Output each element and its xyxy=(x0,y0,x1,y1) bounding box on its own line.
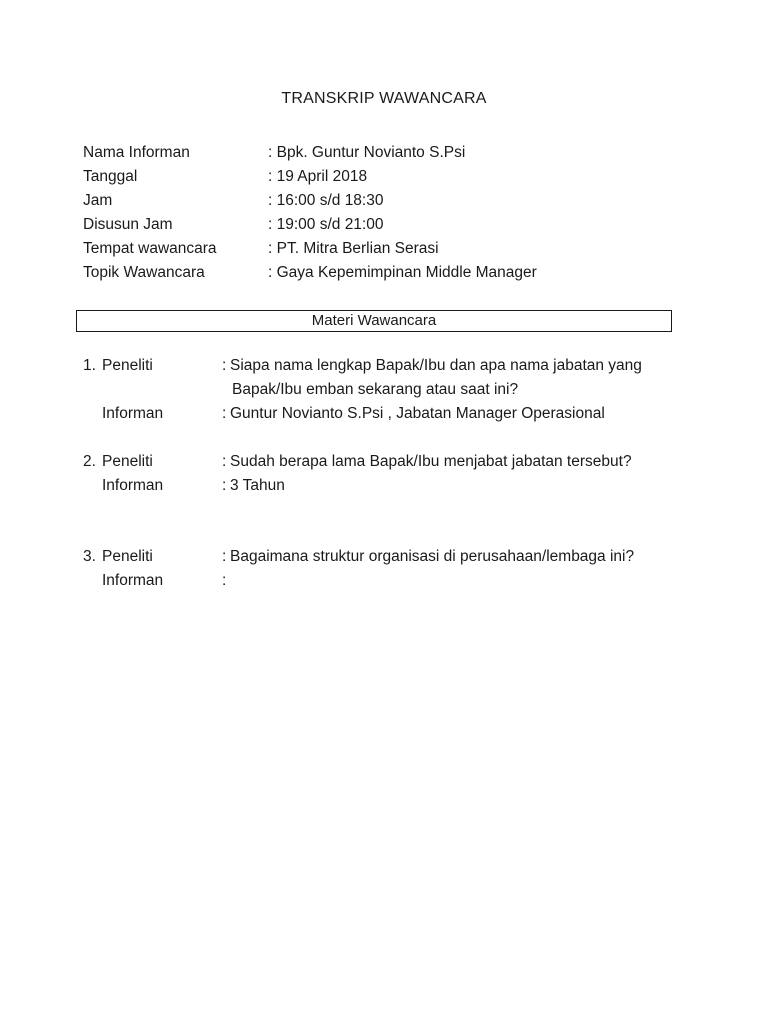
question-role: Peneliti xyxy=(102,357,153,374)
question-role: Peneliti xyxy=(102,453,153,470)
meta-label: Tanggal xyxy=(83,168,138,185)
separator-colon: : xyxy=(222,453,227,470)
answer-role: Informan xyxy=(102,405,164,422)
answer-text: Guntur Novianto S.Psi , Jabatan Manager Operasional xyxy=(230,405,605,422)
question-text xyxy=(230,354,703,378)
question-number: 2. xyxy=(83,453,96,470)
answer-text xyxy=(230,569,703,593)
question-role: Peneliti xyxy=(102,548,153,565)
spacer xyxy=(83,474,102,498)
document-title: TRANSKRIP WAWANCARA xyxy=(281,90,487,107)
meta-row-disusun-jam xyxy=(83,214,703,238)
answer-role: Informan xyxy=(102,477,164,494)
meta-row-topik-wawancara xyxy=(83,262,703,286)
separator-colon: : xyxy=(222,548,227,565)
meta-label: Disusun Jam xyxy=(83,216,173,233)
separator-colon: : xyxy=(222,357,227,374)
interview-metadata xyxy=(83,142,703,286)
qa-item-3 xyxy=(83,545,703,593)
meta-value: : 16:00 s/d 18:30 xyxy=(268,192,384,209)
question-line: Bagaimana struktur organisasi di perusahaan/lembaga ini? xyxy=(230,548,635,565)
question-row xyxy=(83,545,703,569)
question-continuation-row xyxy=(83,378,703,402)
answer-text: 3 Tahun xyxy=(230,477,285,494)
question-row xyxy=(83,450,703,474)
answer-row xyxy=(83,569,703,593)
question-line: Bapak/Ibu emban sekarang atau saat ini? xyxy=(232,381,519,398)
meta-value: : PT. Mitra Berlian Serasi xyxy=(268,240,439,257)
spacer xyxy=(102,378,222,402)
question-line: Sudah berapa lama Bapak/Ibu menjabat jabatan tersebut? xyxy=(230,453,632,470)
spacer xyxy=(83,402,102,426)
meta-value: : Gaya Kepemimpinan Middle Manager xyxy=(268,264,537,281)
question-number: 3. xyxy=(83,548,96,565)
section-heading-box: Materi Wawancara xyxy=(76,310,672,332)
answer-row xyxy=(83,474,703,498)
meta-row-tanggal xyxy=(83,166,703,190)
meta-label: Tempat wawancara xyxy=(83,240,217,257)
meta-label: Jam xyxy=(83,192,113,209)
spacer xyxy=(83,378,102,402)
meta-value: : 19 April 2018 xyxy=(268,168,368,185)
separator-colon: : xyxy=(222,405,227,422)
meta-row-jam xyxy=(83,190,703,214)
question-row xyxy=(83,354,703,378)
answer-role: Informan xyxy=(102,572,164,589)
answer-row xyxy=(83,402,703,426)
meta-value: : Bpk. Guntur Novianto S.Psi xyxy=(268,144,466,161)
meta-label: Nama Informan xyxy=(83,144,190,161)
separator-colon: : xyxy=(222,477,227,494)
spacer xyxy=(222,378,230,402)
meta-row-tempat-wawancara xyxy=(83,238,703,262)
question-number: 1. xyxy=(83,357,96,374)
qa-item-1 xyxy=(83,354,703,426)
question-line: Siapa nama lengkap Bapak/Ibu dan apa nama jabatan yang xyxy=(230,357,642,374)
meta-label: Topik Wawancara xyxy=(83,264,205,281)
meta-value: : 19:00 s/d 21:00 xyxy=(268,216,384,233)
spacer xyxy=(83,569,102,593)
meta-row-nama-informan xyxy=(83,142,703,166)
separator-colon: : xyxy=(222,572,227,589)
qa-item-2 xyxy=(83,450,703,498)
